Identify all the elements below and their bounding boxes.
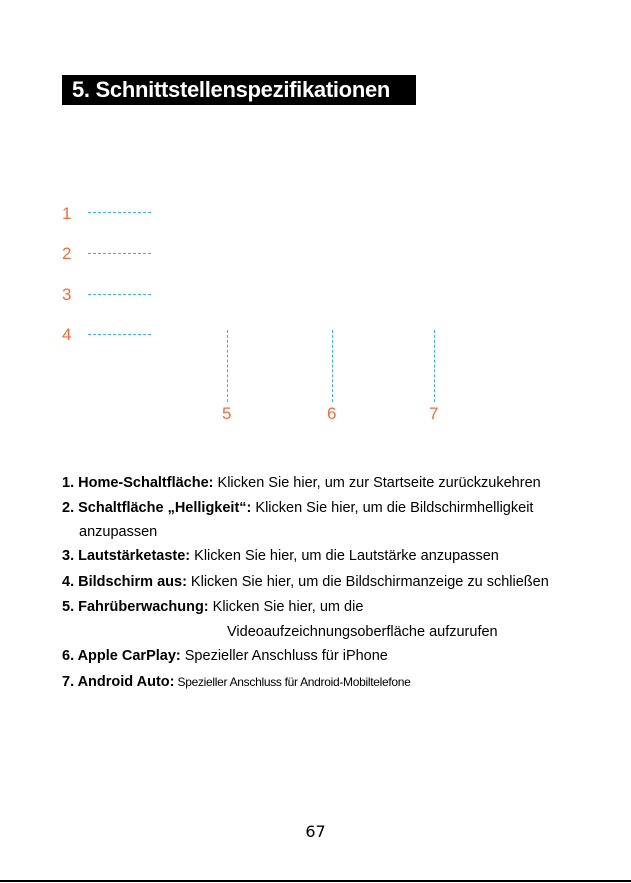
callout-7: 7 <box>429 404 439 423</box>
bottom-divider <box>0 880 631 882</box>
list-item <box>62 499 533 517</box>
leader-line-6 <box>332 330 333 402</box>
callout-6: 6 <box>327 404 337 423</box>
list-item <box>62 474 541 492</box>
leader-line-1 <box>88 212 151 213</box>
item-text: Klicken Sie hier, um die Bildschirmhelligkeit <box>251 500 534 516</box>
page-number: 67 <box>305 822 326 841</box>
leader-line-2 <box>88 253 151 254</box>
list-item <box>62 573 549 591</box>
item-text: Klicken Sie hier, um die Bildschirmanzeige zu schließen <box>186 574 549 590</box>
leader-line-5 <box>227 330 228 402</box>
item-label: 2. Schaltfläche „Helligkeit“: <box>62 500 252 516</box>
callout-1: 1 <box>62 204 72 223</box>
leader-line-7 <box>434 330 435 402</box>
item-continuation: Videoaufzeichnungsoberfläche aufzurufen <box>227 624 498 640</box>
item-label: 6. Apple CarPlay: <box>62 648 181 664</box>
item-text: Klicken Sie hier, um zur Startseite zurückzukehren <box>213 475 541 491</box>
item-label: 3. Lautstärketaste: <box>62 548 191 564</box>
item-label: 7. Android Auto: <box>62 674 175 690</box>
list-item <box>62 598 363 616</box>
leader-line-3 <box>88 294 151 295</box>
item-text: Klicken Sie hier, um die <box>208 599 364 615</box>
leader-line-4 <box>88 334 151 335</box>
callout-4: 4 <box>62 325 72 344</box>
section-title: 5. Schnittstellenspezifikationen <box>62 75 416 105</box>
item-label: 1. Home-Schaltfläche: <box>62 475 214 491</box>
item-continuation: anzupassen <box>79 524 158 540</box>
list-item <box>62 647 388 665</box>
item-label: 4. Bildschirm aus: <box>62 574 187 590</box>
callout-2: 2 <box>62 244 72 263</box>
callout-5: 5 <box>222 404 232 423</box>
item-text: Spezieller Anschluss für iPhone <box>180 648 388 664</box>
item-text: Klicken Sie hier, um die Lautstärke anzupassen <box>190 548 499 564</box>
list-item <box>62 547 499 565</box>
item-label: 5. Fahrüberwachung: <box>62 599 209 615</box>
callout-3: 3 <box>62 285 72 304</box>
list-item <box>62 673 411 691</box>
item-text: Spezieller Anschluss für Android-Mobiltelefone <box>174 675 411 689</box>
